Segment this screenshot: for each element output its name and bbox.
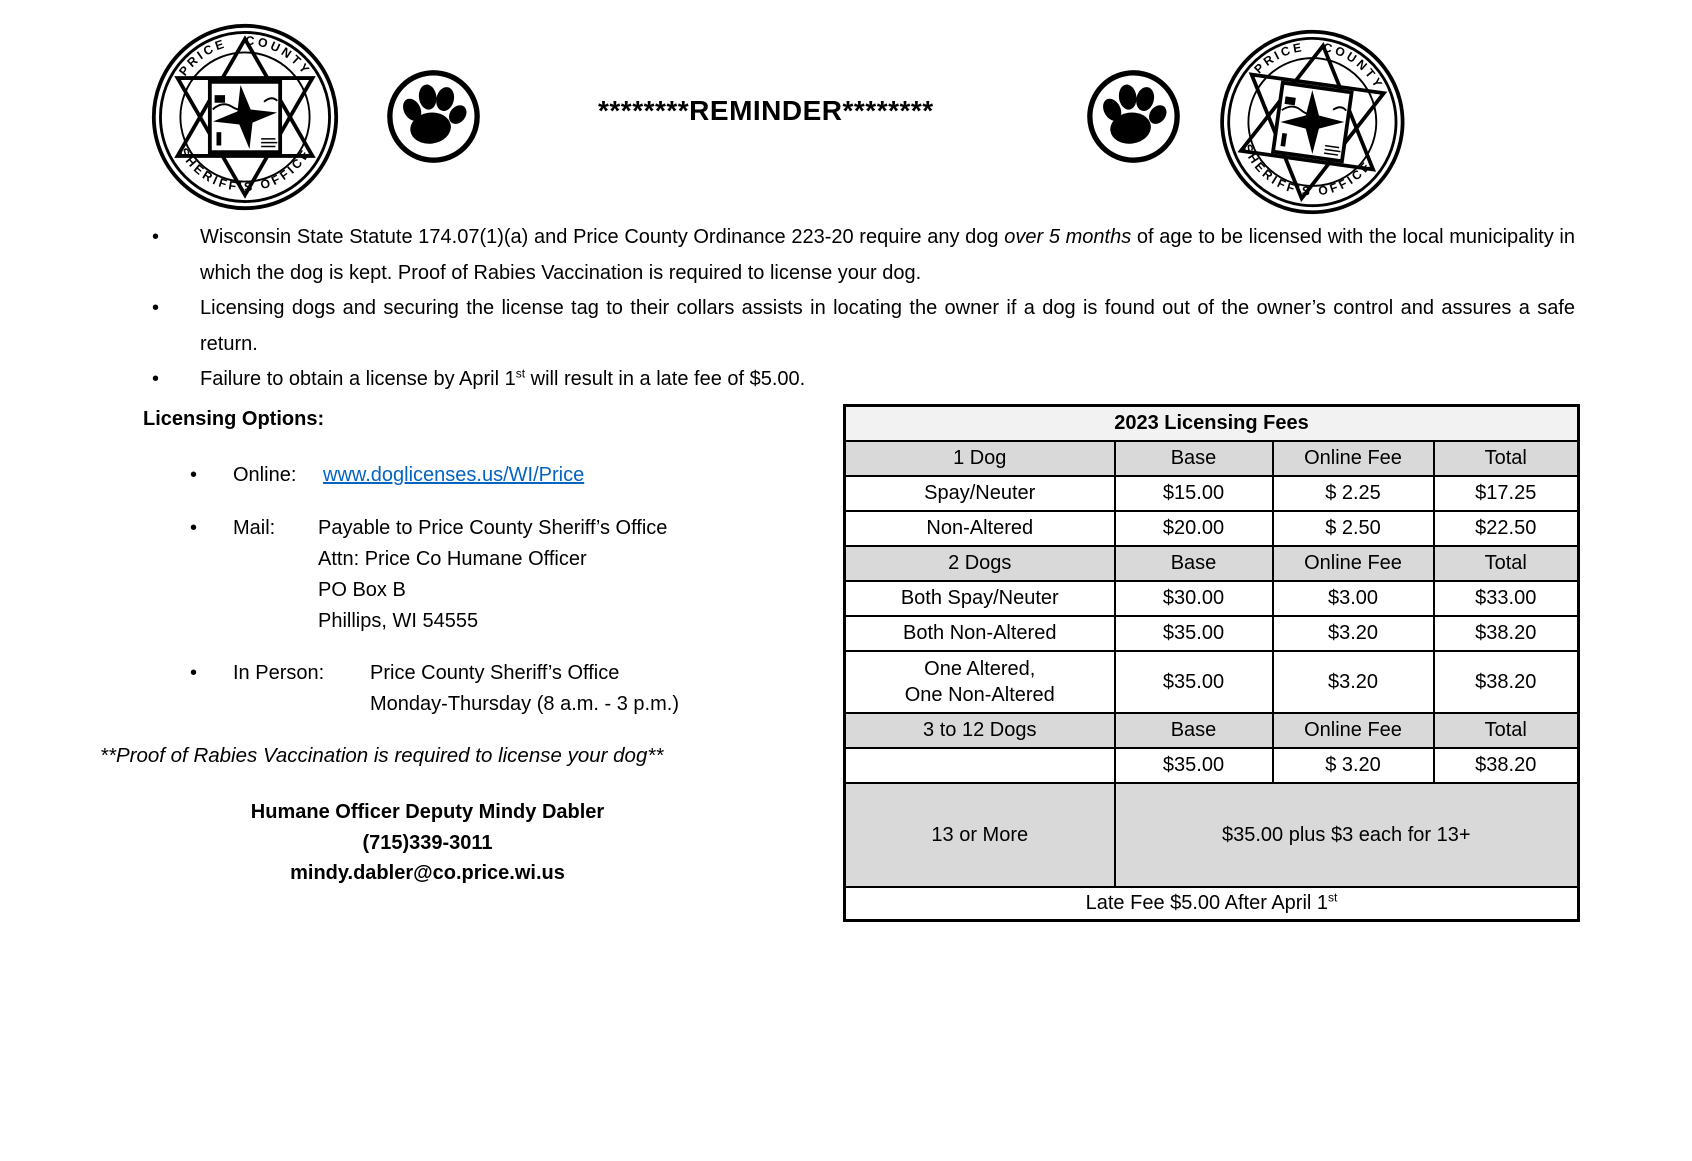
mail-line-pobox: PO Box B xyxy=(318,579,406,601)
bullet-statute xyxy=(143,220,1575,291)
mail-line-payable: Payable to Price County Sheriff’s Office xyxy=(318,517,668,539)
bullet-marker: • xyxy=(190,464,198,486)
in-person-details xyxy=(370,658,850,720)
bullet-license-tag-text: Licensing dogs and securing the license tag to their collars assists in locating the owner if a dog is found out of the owner’s control and assures a safe return. xyxy=(200,297,1575,355)
cell-total: $38.20 xyxy=(1434,616,1579,651)
bullet-statute-post: of age to be licensed with the local municipality in which the dog is kept. Proof of Rabies Vaccination is required to license your dog. xyxy=(200,226,1575,284)
cell-label-line2: One Non-Altered xyxy=(904,684,1055,706)
header-cell: 3 to 12 Dogs xyxy=(845,713,1115,748)
table-row-late-fee xyxy=(845,887,1579,921)
cell-base: $35.00 xyxy=(1115,748,1273,783)
licensing-options-heading: Licensing Options: xyxy=(143,408,325,430)
header-cell: Total xyxy=(1434,546,1579,581)
header-cell: Online Fee xyxy=(1273,713,1434,748)
seal-top-text: PRICE COUNTY xyxy=(176,33,314,79)
contact-name: Humane Officer Deputy Mindy Dabler xyxy=(250,801,605,823)
bullet-late-fee-post: will result in a late fee of $5.00. xyxy=(525,368,806,390)
cell-total: $17.25 xyxy=(1434,476,1579,511)
bullet-late-fee-sup: st xyxy=(515,366,526,381)
mail-label: Mail: xyxy=(233,517,276,539)
table-header-row-2dogs xyxy=(845,546,1579,581)
cell-total: $33.00 xyxy=(1434,581,1579,616)
cell-label: Both Spay/Neuter xyxy=(845,581,1115,616)
bullet-statute-italic: over 5 months xyxy=(1004,226,1132,248)
table-title-row xyxy=(845,406,1579,442)
cell-label xyxy=(845,651,1115,713)
cell-base: $35.00 xyxy=(1115,616,1273,651)
table-row-one-altered xyxy=(845,651,1579,713)
header-cell: Online Fee xyxy=(1273,441,1434,476)
cell-base: $30.00 xyxy=(1115,581,1273,616)
cell-total: $22.50 xyxy=(1434,511,1579,546)
cell-online-fee: $3.00 xyxy=(1273,581,1434,616)
bullet-marker: • xyxy=(152,226,160,248)
cell-label: Non-Altered xyxy=(845,511,1115,546)
bullet-statute-pre: Wisconsin State Statute 174.07(1)(a) and Price County Ordinance 223-20 require any dog xyxy=(200,226,1005,248)
cell-label-line1: One Altered, xyxy=(924,658,1036,680)
reminder-title xyxy=(598,95,934,127)
cell-base: $20.00 xyxy=(1115,511,1273,546)
licensing-options-list xyxy=(190,460,850,742)
licensing-fees-table xyxy=(843,404,1580,922)
table-title: 2023 Licensing Fees xyxy=(845,406,1579,442)
cell-13-label: 13 or More xyxy=(845,783,1115,887)
paw-print-right-icon xyxy=(1085,68,1182,170)
cell-label: Spay/Neuter xyxy=(845,476,1115,511)
table-row xyxy=(845,748,1579,783)
bullet-statute-text xyxy=(200,220,1575,291)
header-cell: 1 Dog xyxy=(845,441,1115,476)
contact-email: mindy.dabler@co.price.wi.us xyxy=(290,862,565,884)
cell-online-fee: $3.20 xyxy=(1273,651,1434,713)
table-row xyxy=(845,476,1579,511)
header-cell: Total xyxy=(1434,713,1579,748)
cell-total: $38.20 xyxy=(1434,651,1579,713)
table-row xyxy=(845,581,1579,616)
option-in-person xyxy=(190,658,850,720)
header-cell: 2 Dogs xyxy=(845,546,1115,581)
option-mail xyxy=(190,513,850,637)
bullet-license-tag xyxy=(143,291,1575,362)
cell-late-fee xyxy=(845,887,1579,921)
cell-label xyxy=(845,748,1115,783)
bullet-late-fee-pre: Failure to obtain a license by April 1 xyxy=(200,368,516,390)
late-fee-text: Late Fee $5.00 After April 1 xyxy=(1085,892,1329,914)
header-cell: Base xyxy=(1115,441,1273,476)
sheriff-seal-right-icon xyxy=(1205,16,1418,233)
contact-phone: (715)339-3011 xyxy=(362,831,493,854)
cell-13-value: $35.00 plus $3 each for 13+ xyxy=(1115,783,1579,887)
mail-address xyxy=(318,513,850,637)
header-cell: Online Fee xyxy=(1273,546,1434,581)
paw-print-left-icon xyxy=(385,68,482,170)
info-bullets xyxy=(143,220,1575,398)
cell-online-fee: $ 2.25 xyxy=(1273,476,1434,511)
reminder-text: ********REMINDER******** xyxy=(598,95,934,126)
table-row-13-or-more xyxy=(845,783,1579,887)
cell-online-fee: $ 2.50 xyxy=(1273,511,1434,546)
in-person-office: Price County Sheriff’s Office xyxy=(370,662,620,684)
table-header-row-1dog xyxy=(845,441,1579,476)
seal-top-text: PRICE COUNTY xyxy=(1251,39,1387,93)
bullet-marker: • xyxy=(152,297,160,319)
cell-online-fee: $ 3.20 xyxy=(1273,748,1434,783)
bullet-marker: • xyxy=(152,368,160,390)
mail-line-attn: Attn: Price Co Humane Officer xyxy=(318,548,587,570)
seal-bottom-text: SHERIFF'S OFFICE xyxy=(1240,142,1375,199)
cell-base: $15.00 xyxy=(1115,476,1273,511)
late-fee-sup: st xyxy=(1328,890,1338,905)
bullet-marker: • xyxy=(190,517,198,539)
table-row xyxy=(845,616,1579,651)
table-row xyxy=(845,511,1579,546)
online-label: Online: xyxy=(233,464,297,486)
dog-license-link[interactable]: www.doglicenses.us/WI/Price xyxy=(323,464,585,486)
in-person-hours: Monday-Thursday (8 a.m. - 3 p.m.) xyxy=(370,693,679,715)
seal-bottom-text: SHERIFF'S OFFICE xyxy=(176,145,314,195)
bullet-late-fee xyxy=(143,362,1575,398)
in-person-label: In Person: xyxy=(233,662,325,684)
cell-label: Both Non-Altered xyxy=(845,616,1115,651)
cell-total: $38.20 xyxy=(1434,748,1579,783)
header-cell: Base xyxy=(1115,546,1273,581)
bullet-late-fee-text xyxy=(200,362,1575,398)
rabies-vaccination-note: **Proof of Rabies Vaccination is required to license your dog** xyxy=(100,744,664,767)
mail-line-city: Phillips, WI 54555 xyxy=(318,610,479,632)
header-cell: Total xyxy=(1434,441,1579,476)
header-cell: Base xyxy=(1115,713,1273,748)
contact-block xyxy=(100,797,755,889)
cell-base: $35.00 xyxy=(1115,651,1273,713)
bullet-marker: • xyxy=(190,662,198,684)
cell-online-fee: $3.20 xyxy=(1273,616,1434,651)
table-header-row-3to12 xyxy=(845,713,1579,748)
option-online xyxy=(190,460,850,491)
sheriff-seal-left-icon xyxy=(150,22,340,217)
